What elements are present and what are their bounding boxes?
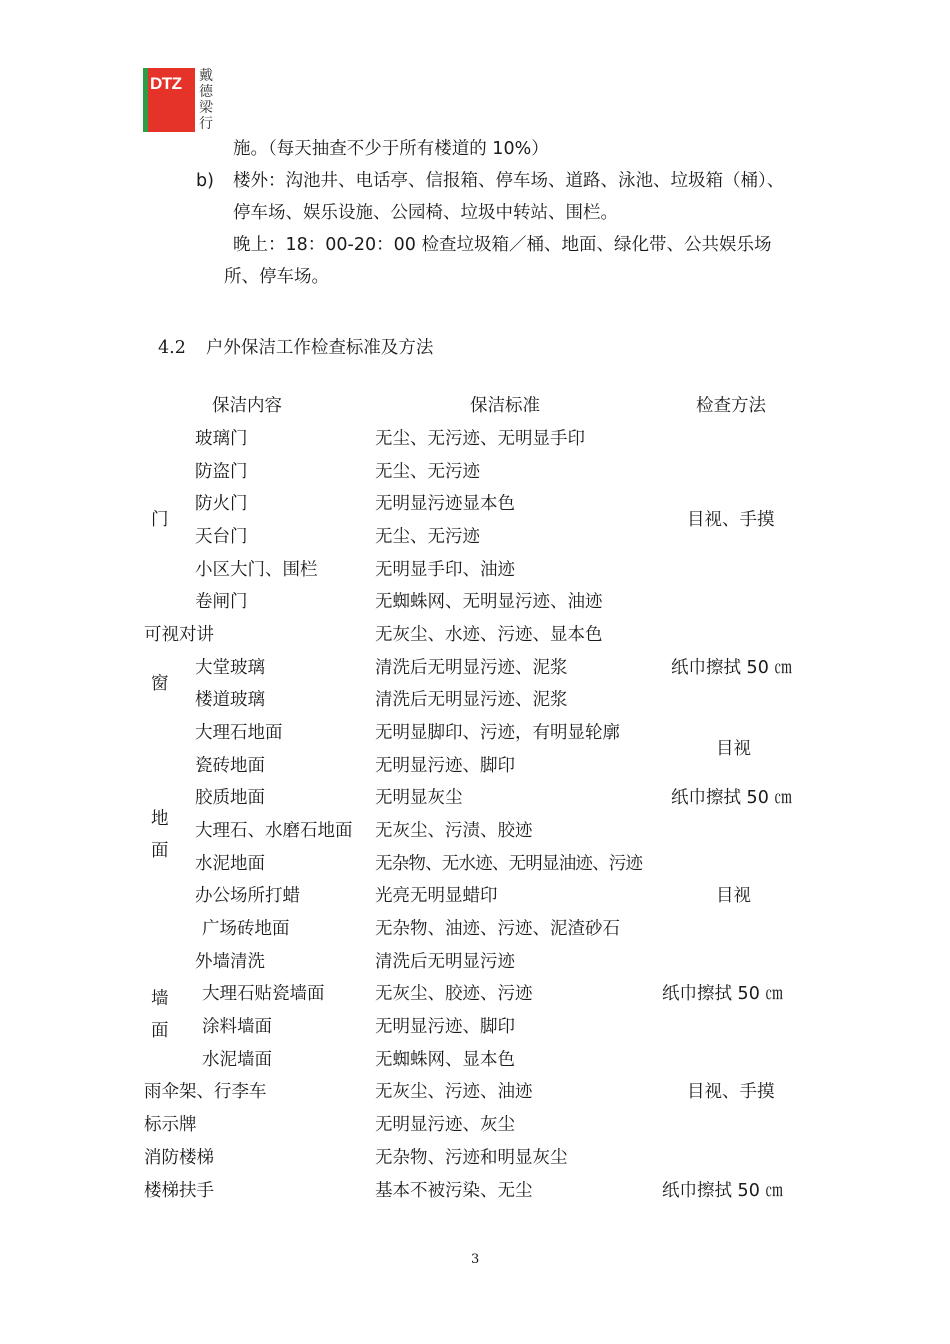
group-label-door: 门 xyxy=(151,510,169,530)
group-label-wall: 墙面 xyxy=(151,989,169,1041)
company-logo xyxy=(143,68,195,132)
row-standard: 无明显污迹、灰尘 xyxy=(375,1115,515,1135)
row-item: 楼梯扶手 xyxy=(144,1181,214,1201)
row-item: 瓷砖地面 xyxy=(195,756,265,776)
method-cell: 纸巾擦拭 50 ㎝ xyxy=(671,788,792,808)
row-standard: 基本不被污染、无尘 xyxy=(375,1181,533,1201)
row-item: 大堂玻璃 xyxy=(195,658,265,678)
row-item: 大理石贴瓷墙面 xyxy=(202,984,325,1004)
method-cell: 纸巾擦拭 50 ㎝ xyxy=(662,984,783,1004)
row-item: 消防楼梯 xyxy=(144,1148,214,1168)
row-standard: 无灰尘、污渍、胶迹 xyxy=(375,821,533,841)
row-standard: 无灰尘、污迹、油迹 xyxy=(375,1082,533,1102)
method-cell: 目视 xyxy=(716,886,751,906)
row-standard: 清洗后无明显污迹、泥浆 xyxy=(375,658,568,678)
row-standard: 无明显灰尘 xyxy=(375,788,463,808)
row-item: 卷闸门 xyxy=(195,592,248,612)
row-standard: 光亮无明显蜡印 xyxy=(375,886,498,906)
row-item: 防盗门 xyxy=(195,462,248,482)
row-item: 胶质地面 xyxy=(195,788,265,808)
method-cell: 目视 xyxy=(716,739,751,759)
method-cell: 纸巾擦拭 50 ㎝ xyxy=(662,1181,783,1201)
intro-b-line-2: 停车场、娱乐设施、公园椅、垃圾中转站、围栏。 xyxy=(233,203,618,223)
row-item: 水泥地面 xyxy=(195,854,265,874)
logo-text: DTZ xyxy=(150,74,182,93)
row-standard: 清洗后无明显污迹、泥浆 xyxy=(375,690,568,710)
row-standard: 无明显污迹、脚印 xyxy=(375,756,515,776)
row-standard: 无尘、无污迹 xyxy=(375,462,480,482)
section-number: 4.2 xyxy=(158,338,186,358)
list-marker-b: b) xyxy=(196,171,214,191)
header-content: 保洁内容 xyxy=(212,396,282,416)
intro-b-line-1: 楼外：沟池井、电话亭、信报箱、停车场、道路、泳池、垃圾箱（桶）、 xyxy=(233,171,785,191)
row-item: 雨伞架、行李车 xyxy=(144,1082,267,1102)
row-standard: 无尘、无污迹、无明显手印 xyxy=(375,429,585,449)
row-standard: 清洗后无明显污迹 xyxy=(375,952,515,972)
header-method: 检查方法 xyxy=(696,396,766,416)
row-standard: 无蜘蛛网、显本色 xyxy=(375,1050,515,1070)
evening-line-1: 晚上：18：00-20：00 检查垃圾箱／桶、地面、绿化带、公共娱乐场 xyxy=(233,235,772,255)
method-cell: 目视、手摸 xyxy=(687,510,775,530)
row-standard: 无杂物、油迹、污迹、泥渣砂石 xyxy=(375,919,620,939)
row-item: 标示牌 xyxy=(144,1115,197,1135)
row-standard: 无杂物、污迹和明显灰尘 xyxy=(375,1148,568,1168)
evening-line-2: 所、停车场。 xyxy=(224,267,329,287)
row-item: 水泥墙面 xyxy=(202,1050,272,1070)
row-item: 小区大门、围栏 xyxy=(195,560,318,580)
row-item: 外墙清洗 xyxy=(195,952,265,972)
row-item: 大理石、水磨石地面 xyxy=(195,821,353,841)
row-standard: 无明显污迹、脚印 xyxy=(375,1017,515,1037)
row-item: 玻璃门 xyxy=(195,429,248,449)
header-standard: 保洁标准 xyxy=(470,396,540,416)
row-item: 天台门 xyxy=(195,527,248,547)
row-standard: 无杂物、无水迹、无明显油迹、污迹 xyxy=(375,854,643,874)
section-heading xyxy=(158,334,433,359)
row-standard: 无蜘蛛网、无明显污迹、油迹 xyxy=(375,592,603,612)
row-standard: 无明显污迹显本色 xyxy=(375,494,515,514)
intro-line-1: 施。（每天抽查不少于所有楼道的 10%） xyxy=(233,139,549,159)
row-item: 楼道玻璃 xyxy=(195,690,265,710)
page-number: 3 xyxy=(471,1252,480,1267)
method-cell: 目视、手摸 xyxy=(687,1082,775,1102)
row-item: 涂料墙面 xyxy=(202,1017,272,1037)
row-item: 广场砖地面 xyxy=(202,919,290,939)
row-standard: 无明显手印、油迹 xyxy=(375,560,515,580)
row-item: 可视对讲 xyxy=(144,625,214,645)
row-standard: 无尘、无污迹 xyxy=(375,527,480,547)
row-standard: 无灰尘、水迹、污迹、显本色 xyxy=(375,625,603,645)
row-item: 防火门 xyxy=(195,494,248,514)
method-cell: 纸巾擦拭 50 ㎝ xyxy=(671,658,792,678)
logo-chinese-name: 戴德梁行 xyxy=(199,68,213,132)
row-standard: 无灰尘、胶迹、污迹 xyxy=(375,984,533,1004)
section-title: 户外保洁工作检查标准及方法 xyxy=(205,338,434,358)
group-label-window: 窗 xyxy=(151,674,169,694)
group-label-floor: 地面 xyxy=(151,809,169,861)
row-item: 大理石地面 xyxy=(195,723,283,743)
row-item: 办公场所打蜡 xyxy=(195,886,300,906)
row-standard: 无明显脚印、污迹，有明显轮廓 xyxy=(375,723,620,743)
